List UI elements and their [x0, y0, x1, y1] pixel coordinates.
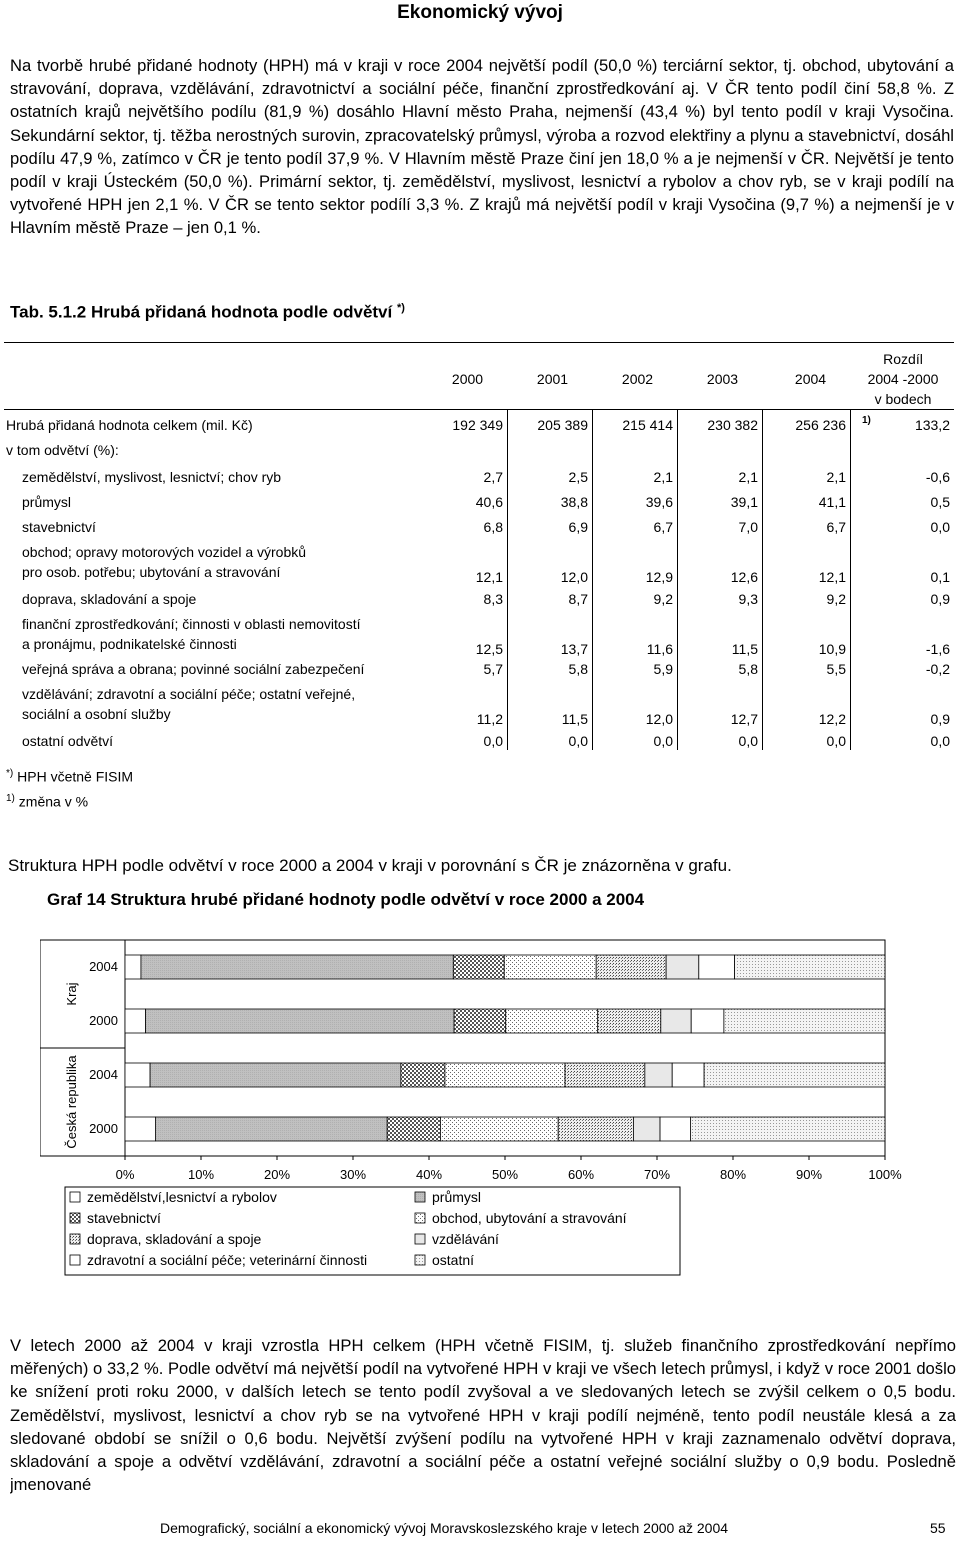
table-cell: 8,3 [483, 591, 503, 607]
table-cell: 2,1 [738, 469, 758, 485]
year-header: 2003 [706, 371, 739, 387]
x-tick-label: 10% [187, 1167, 215, 1182]
bar-segment [401, 1063, 445, 1087]
table-cell: 6,9 [568, 519, 588, 535]
bar-segment [660, 1117, 690, 1141]
footer-text: Demografický, sociální a ekonomický vývoj Moravskoslezského kraje v letech 2000 až 2004 [160, 1520, 729, 1536]
bar-segment [735, 955, 885, 979]
page-title: Ekonomický vývoj [397, 2, 563, 23]
category-label: 2000 [89, 1121, 118, 1136]
table-cell: 0,0 [738, 733, 758, 749]
table-cell: 11,5 [561, 711, 588, 727]
row-label: zemědělství, myslivost, lesnictví; chov ryb [22, 469, 282, 485]
table-cell: 0,0 [653, 733, 673, 749]
table-cell-diff: 0,5 [930, 494, 950, 510]
bar-segment [633, 1117, 660, 1141]
table-cell: 12,6 [730, 569, 758, 585]
bar-segment [724, 1009, 885, 1033]
table-cell: 9,3 [738, 591, 758, 607]
table-cell: 2,5 [568, 469, 588, 485]
x-tick-label: 50% [491, 1167, 519, 1182]
total-value: 192 349 [452, 417, 503, 433]
total-diff: 133,2 [914, 417, 950, 433]
x-tick-label: 20% [263, 1167, 291, 1182]
bar-segment [506, 1009, 598, 1033]
table-cell: 12,2 [818, 711, 846, 727]
legend-swatch [415, 1213, 425, 1223]
x-tick-label: 40% [415, 1167, 443, 1182]
x-tick-label: 90% [795, 1167, 823, 1182]
legend-swatch [415, 1234, 425, 1244]
year-header: 2000 [451, 371, 484, 387]
bar-segment [690, 1117, 885, 1141]
table-cell: 7,0 [738, 519, 758, 535]
total-value: 215 414 [622, 417, 673, 433]
row-label: a pronájmu, podnikatelské činnosti [22, 636, 237, 652]
bar-segment [125, 1009, 146, 1033]
stacked-bar-chart [40, 930, 940, 1280]
total-value: 256 236 [795, 417, 846, 433]
table-cell: 8,7 [568, 591, 588, 607]
bar-segment [672, 1063, 704, 1087]
bar-segment [155, 1117, 387, 1141]
legend-label: ostatní [432, 1252, 475, 1268]
table-cell: 39,6 [645, 494, 673, 510]
bar-segment [691, 1009, 724, 1033]
row-label: vzdělávání; zdravotní a sociální péče; ostatní veřejné, [22, 686, 356, 702]
row-label: pro osob. potřebu; ubytování a stravování [22, 564, 281, 580]
table-cell-diff: 0,0 [930, 519, 950, 535]
table-cell: 6,7 [826, 519, 846, 535]
analysis-paragraph: V letech 2000 až 2004 v kraji vzrostla HPH celkem (HPH včetně FISIM, tj. služeb finančního zprostředkování nepřímo měřených) o 33,2 %. Podle odvětví má největší podíl na vytvořené HPH v kraji ve všech letech průmysl, i když v roce 2001 došlo ke snížení proti roku 2000, v dalších letech se tento podíl zvyšoval a ve sledovaných letech se zvýšil celkem o 0,5 bodu. Zemědělství, myslivost, lesnictví a chov ryb se na vytvořené HPH v kraji podílí nejméně, tento podíl neustále klesá a za sledované období se snížil o 0,6 bodu. Největší zvýšení podílu na vytvořené HPH v kraji zaznamenalo odvětví doprava, skladování a spoje a odvětví vzdělávání, zdravotní a sociální péče a ostatní veřejné sociální služby o 0,9 bodu. Posledně jmenované [10, 1336, 956, 1495]
note-1-mark: *) [6, 768, 14, 779]
intro-paragraph: Na tvorbě hrubé přidané hodnoty (HPH) má v kraji v roce 2004 největší podíl (50,0 %) terciární sektor, tj. obchod, ubytování a stravování, doprava, vzdělávání, zdravotnictví a sociální péče, finanční zprostředkování aj. V ČR tento podíl činí 58,8 %. Z ostatních krajů největšího podílu (81,9 %) dosáhlo Hlavní město Praha, nejmenší (43,4 %) byl tento podíl v kraji Vysočina. Sekundární sektor, tj. těžba nerostných surovin, zpracovatelský průmysl, výroba a rozvod elektřiny a plynu a stavebnictví, dosáhl podílu 47,9 %, zatímco v ČR je tento podíl 37,9 %. V Hlavním městě Praze činí jen 18,0 % a je nejmenší v ČR. Největší je tento podíl v kraji Ústeckém (50,0 %). Primární sektor, tj. zemědělství, myslivost, lesnictví a rybolov a chov ryb, se v kraji podílí na vytvořené HPH jen 2,1 %. V ČR se tento sektor podílí 3,3 %. Z krajů má největší podíl v kraji Vysočina (9,7 %) a nejmenší je v Hlavním městě Praze – jen 0,1 %. [10, 56, 954, 238]
legend-swatch [70, 1255, 80, 1265]
bar-segment [645, 1063, 672, 1087]
bar-segment [445, 1063, 565, 1087]
row-label: stavebnictví [22, 519, 96, 535]
table-cell: 6,7 [653, 519, 673, 535]
chart-intro: Struktura HPH podle odvětví v roce 2000 a 2004 v kraji v porovnání s ČR je znázorněna v grafu. [8, 856, 732, 875]
table-cell: 0,0 [568, 733, 588, 749]
bar-segment [387, 1117, 440, 1141]
legend-swatch [415, 1192, 425, 1202]
chart-legend [65, 1187, 680, 1275]
bar-segment [440, 1117, 558, 1141]
table-cell: 5,9 [653, 661, 673, 677]
table-cell: 12,1 [818, 569, 846, 585]
group-label: Česká republika [64, 1055, 79, 1149]
x-tick-label: 80% [719, 1167, 747, 1182]
table-cell: 5,8 [568, 661, 588, 677]
table-cell: 11,6 [646, 641, 673, 657]
bar-segment [704, 1063, 885, 1087]
x-tick-label: 60% [567, 1167, 595, 1182]
row-label: veřejná správa a obrana; povinné sociální zabezpečení [22, 661, 365, 677]
table-header-rule [4, 409, 954, 410]
note-2-text: změna v % [18, 793, 89, 810]
legend-label: průmysl [432, 1189, 482, 1205]
x-tick-label: 0% [115, 1167, 135, 1182]
total-value: 230 382 [707, 417, 758, 433]
chart-plot-area [40, 940, 902, 1182]
table-cell-diff: -0,2 [925, 661, 950, 677]
legend-label: stavebnictví [87, 1210, 161, 1226]
x-tick-label: 100% [868, 1167, 902, 1182]
legend-swatch [70, 1213, 80, 1223]
total-row-label: Hrubá přidaná hodnota celkem (mil. Kč) [6, 417, 253, 433]
bar-segment [125, 1117, 155, 1141]
category-label: 2004 [89, 1067, 118, 1082]
row-label: obchod; opravy motorových vozidel a výrobků [22, 544, 307, 560]
column-divider [762, 410, 763, 750]
bar-segment [661, 1009, 691, 1033]
bar-segment [453, 955, 504, 979]
table-title [10, 302, 405, 323]
legend-label: obchod, ubytování a stravování [432, 1210, 627, 1226]
table-cell: 11,5 [731, 641, 758, 657]
row-label: sociální a osobní služby [22, 706, 171, 722]
year-header: 2002 [621, 371, 654, 387]
bar-segment [699, 955, 735, 979]
x-tick-label: 70% [643, 1167, 671, 1182]
table-top-rule [4, 342, 954, 343]
bar-segment [558, 1117, 633, 1141]
table-cell: 12,0 [560, 569, 588, 585]
row-label: finanční zprostředkování; činnosti v oblasti nemovitostí [22, 616, 361, 632]
table-cell-diff: -1,6 [925, 641, 950, 657]
bar-segment [565, 1063, 645, 1087]
group-label: Kraj [64, 982, 79, 1006]
table-cell-diff: -0,6 [925, 469, 950, 485]
year-header: 2004 [794, 371, 827, 387]
note-1-text: HPH včetně FISIM [17, 768, 134, 785]
table-cell: 13,7 [560, 641, 588, 657]
note-2-mark: 1) [6, 793, 15, 804]
table-title-mark: *) [396, 302, 405, 314]
table-cell: 0,0 [483, 733, 503, 749]
table-cell-diff: 0,9 [930, 591, 950, 607]
legend-label: vzdělávání [432, 1231, 499, 1247]
table-cell-diff: 0,1 [930, 569, 950, 585]
diff-header-line1: Rozdíl [883, 351, 923, 367]
table-cell: 39,1 [730, 494, 758, 510]
row-label: doprava, skladování a spoje [22, 591, 197, 607]
category-label: 2000 [89, 1013, 118, 1028]
bar-segment [125, 1063, 150, 1087]
diff-header-line2: 2004 -2000 [867, 371, 939, 387]
table-cell-diff: 0,9 [930, 711, 950, 727]
table-cell: 41,1 [818, 494, 846, 510]
diff-header-line3: v bodech [874, 391, 932, 407]
table-cell: 5,7 [483, 661, 503, 677]
total-value: 205 389 [537, 417, 588, 433]
total-mark: 1) [862, 415, 871, 426]
table-cell: 12,0 [645, 711, 673, 727]
row-label: průmysl [22, 494, 72, 510]
bar-segment [666, 955, 699, 979]
bar-segment [146, 1009, 455, 1033]
legend-swatch [70, 1234, 80, 1244]
table-cell: 40,6 [475, 494, 503, 510]
table-note-2 [6, 793, 88, 810]
row-label: ostatní odvětví [22, 733, 114, 749]
bar-segment [598, 1009, 661, 1033]
table-cell: 10,9 [818, 641, 846, 657]
table-cell: 2,1 [826, 469, 846, 485]
table-cell: 12,7 [730, 711, 758, 727]
bar-segment [150, 1063, 401, 1087]
table-cell: 11,2 [476, 711, 503, 727]
legend-swatch [415, 1255, 425, 1265]
table-cell: 38,8 [560, 494, 588, 510]
bar-segment [125, 955, 141, 979]
table-cell: 2,1 [653, 469, 673, 485]
table-cell: 2,7 [483, 469, 503, 485]
year-header: 2001 [536, 371, 569, 387]
table-cell: 12,5 [475, 641, 503, 657]
bar-segment [141, 955, 453, 979]
table-cell: 6,8 [483, 519, 503, 535]
table-cell: 5,5 [826, 661, 846, 677]
legend-label: zdravotní a sociální péče; veterinární činnosti [87, 1252, 368, 1268]
bar-segment [454, 1009, 506, 1033]
table-cell: 9,2 [826, 591, 846, 607]
bar-segment [504, 955, 596, 979]
table-cell: 12,1 [475, 569, 503, 585]
table-cell: 12,9 [645, 569, 673, 585]
table-note-1 [6, 768, 133, 785]
legend-label: doprava, skladování a spoje [87, 1231, 262, 1247]
table-cell-diff: 0,0 [930, 733, 950, 749]
x-tick-label: 30% [339, 1167, 367, 1182]
legend-label: zemědělství,lesnictví a rybolov [87, 1189, 277, 1205]
legend-swatch [70, 1192, 80, 1202]
page-number: 55 [930, 1520, 946, 1536]
sector-subheader: v tom odvětví (%): [6, 442, 119, 458]
table-cell: 5,8 [738, 661, 758, 677]
bar-segment [596, 955, 666, 979]
chart-title: Graf 14 Struktura hrubé přidané hodnoty podle odvětví v roce 2000 a 2004 [47, 890, 645, 909]
table-title-text: Tab. 5.1.2 Hrubá přidaná hodnota podle odvětví [10, 302, 393, 322]
table-cell: 0,0 [826, 733, 846, 749]
table-cell: 9,2 [653, 591, 673, 607]
category-label: 2004 [89, 959, 118, 974]
column-divider [850, 410, 851, 750]
